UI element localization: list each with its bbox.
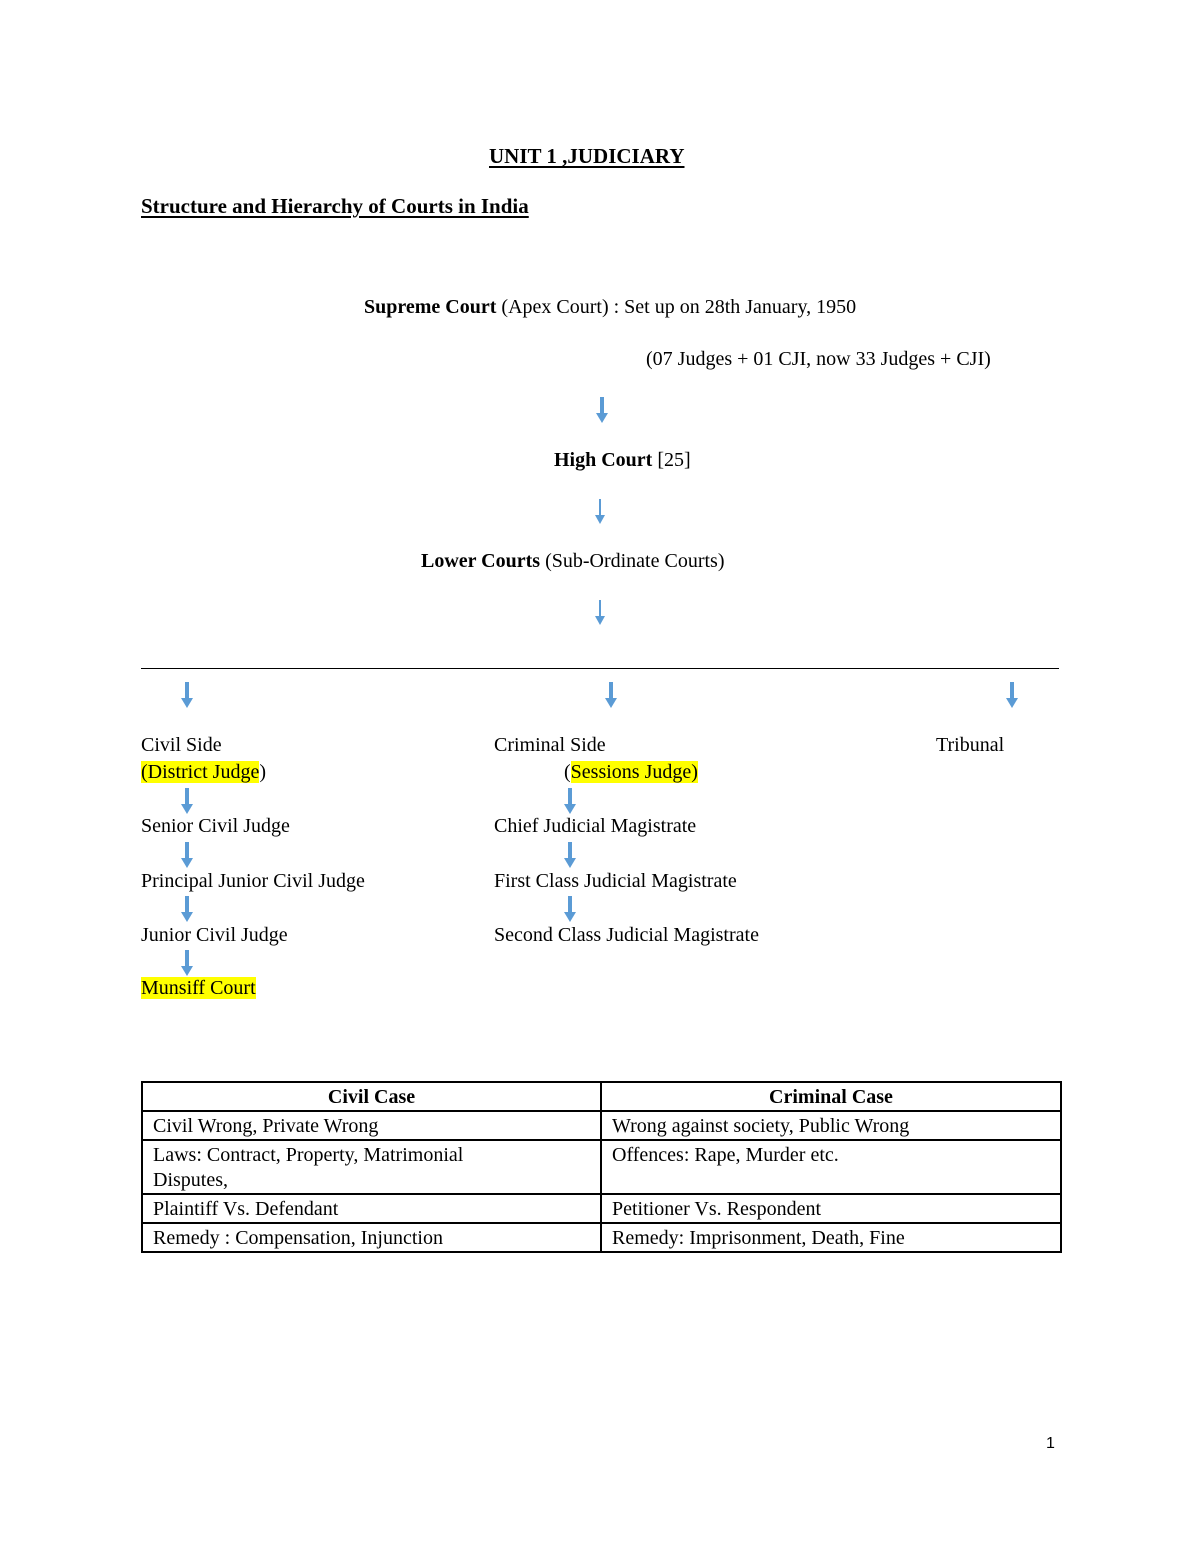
down-arrow-icon	[563, 788, 577, 814]
criminal-side-title: Criminal Side	[494, 734, 606, 756]
table-cell-criminal: Petitioner Vs. Respondent	[601, 1194, 1061, 1223]
high-court-line	[554, 450, 691, 470]
criminal-level: Chief Judicial Magistrate	[494, 815, 697, 837]
criminal-level: First Class Judicial Magistrate	[494, 870, 737, 892]
supreme-court-line	[364, 297, 856, 317]
down-arrow-icon	[563, 896, 577, 922]
down-arrow-icon	[563, 842, 577, 868]
criminal-head-close: )	[691, 761, 698, 783]
down-arrow-icon	[180, 950, 194, 976]
civil-head-close: )	[259, 761, 266, 783]
lower-courts-line	[421, 551, 724, 571]
table-header-row	[142, 1082, 1061, 1111]
munsiff-court	[141, 978, 256, 998]
down-arrow-icon	[593, 499, 607, 525]
down-arrow-icon	[180, 896, 194, 922]
page-number: 1	[1046, 1435, 1055, 1452]
high-court-count: [25]	[652, 449, 691, 471]
down-arrow-icon	[604, 682, 618, 708]
district-judge: District Judge	[147, 761, 260, 783]
table-header-criminal: Criminal Case	[601, 1082, 1061, 1111]
tribunal-title: Tribunal	[936, 734, 1005, 756]
down-arrow-icon	[1005, 682, 1019, 708]
table-row	[142, 1223, 1061, 1252]
table-row	[142, 1194, 1061, 1223]
table-row	[142, 1140, 1061, 1194]
civil-level: Principal Junior Civil Judge	[141, 870, 365, 892]
table-cell-criminal: Offences: Rape, Murder etc.	[601, 1140, 1061, 1194]
high-court-name: High Court	[554, 449, 653, 471]
table-cell-criminal: Wrong against society, Public Wrong	[601, 1111, 1061, 1140]
branch-divider	[141, 668, 1059, 669]
down-arrow-icon	[180, 788, 194, 814]
criminal-level: Second Class Judicial Magistrate	[494, 924, 759, 946]
supreme-court-judges: (07 Judges + 01 CJI, now 33 Judges + CJI)	[646, 348, 991, 370]
down-arrow-icon	[595, 397, 609, 423]
table-cell-civil: Plaintiff Vs. Defendant	[142, 1194, 601, 1223]
down-arrow-icon	[180, 682, 194, 708]
civil-level: Junior Civil Judge	[141, 924, 288, 946]
unit-title: UNIT 1 ,JUDICIARY	[489, 144, 685, 168]
civil-level: Senior Civil Judge	[141, 815, 290, 837]
criminal-head-open: (	[564, 761, 571, 783]
down-arrow-icon	[180, 842, 194, 868]
table-row	[142, 1111, 1061, 1140]
lower-courts-name: Lower Courts	[421, 550, 541, 572]
section-title: Structure and Hierarchy of Courts in India	[141, 194, 529, 218]
table-cell-civil: Civil Wrong, Private Wrong	[142, 1111, 601, 1140]
civil-criminal-comparison-table	[141, 1081, 1062, 1253]
table-cell-criminal: Remedy: Imprisonment, Death, Fine	[601, 1223, 1061, 1252]
sessions-judge: Sessions Judge	[570, 761, 692, 783]
munsiff-court-label: Munsiff Court	[141, 977, 256, 999]
civil-head-open: (	[141, 761, 148, 783]
supreme-court-name: Supreme Court	[364, 296, 497, 318]
supreme-court-note: (Apex Court) : Set up on 28th January, 1950	[496, 296, 857, 318]
criminal-side-head	[564, 762, 698, 782]
table-cell-civil: Laws: Contract, Property, Matrimonial Disputes,	[142, 1140, 601, 1194]
lower-courts-note: (Sub-Ordinate Courts)	[540, 550, 725, 572]
down-arrow-icon	[593, 600, 607, 626]
table-cell-civil: Remedy : Compensation, Injunction	[142, 1223, 601, 1252]
table-header-civil: Civil Case	[142, 1082, 601, 1111]
civil-side-title: Civil Side	[141, 734, 222, 756]
civil-side-head	[141, 762, 266, 782]
